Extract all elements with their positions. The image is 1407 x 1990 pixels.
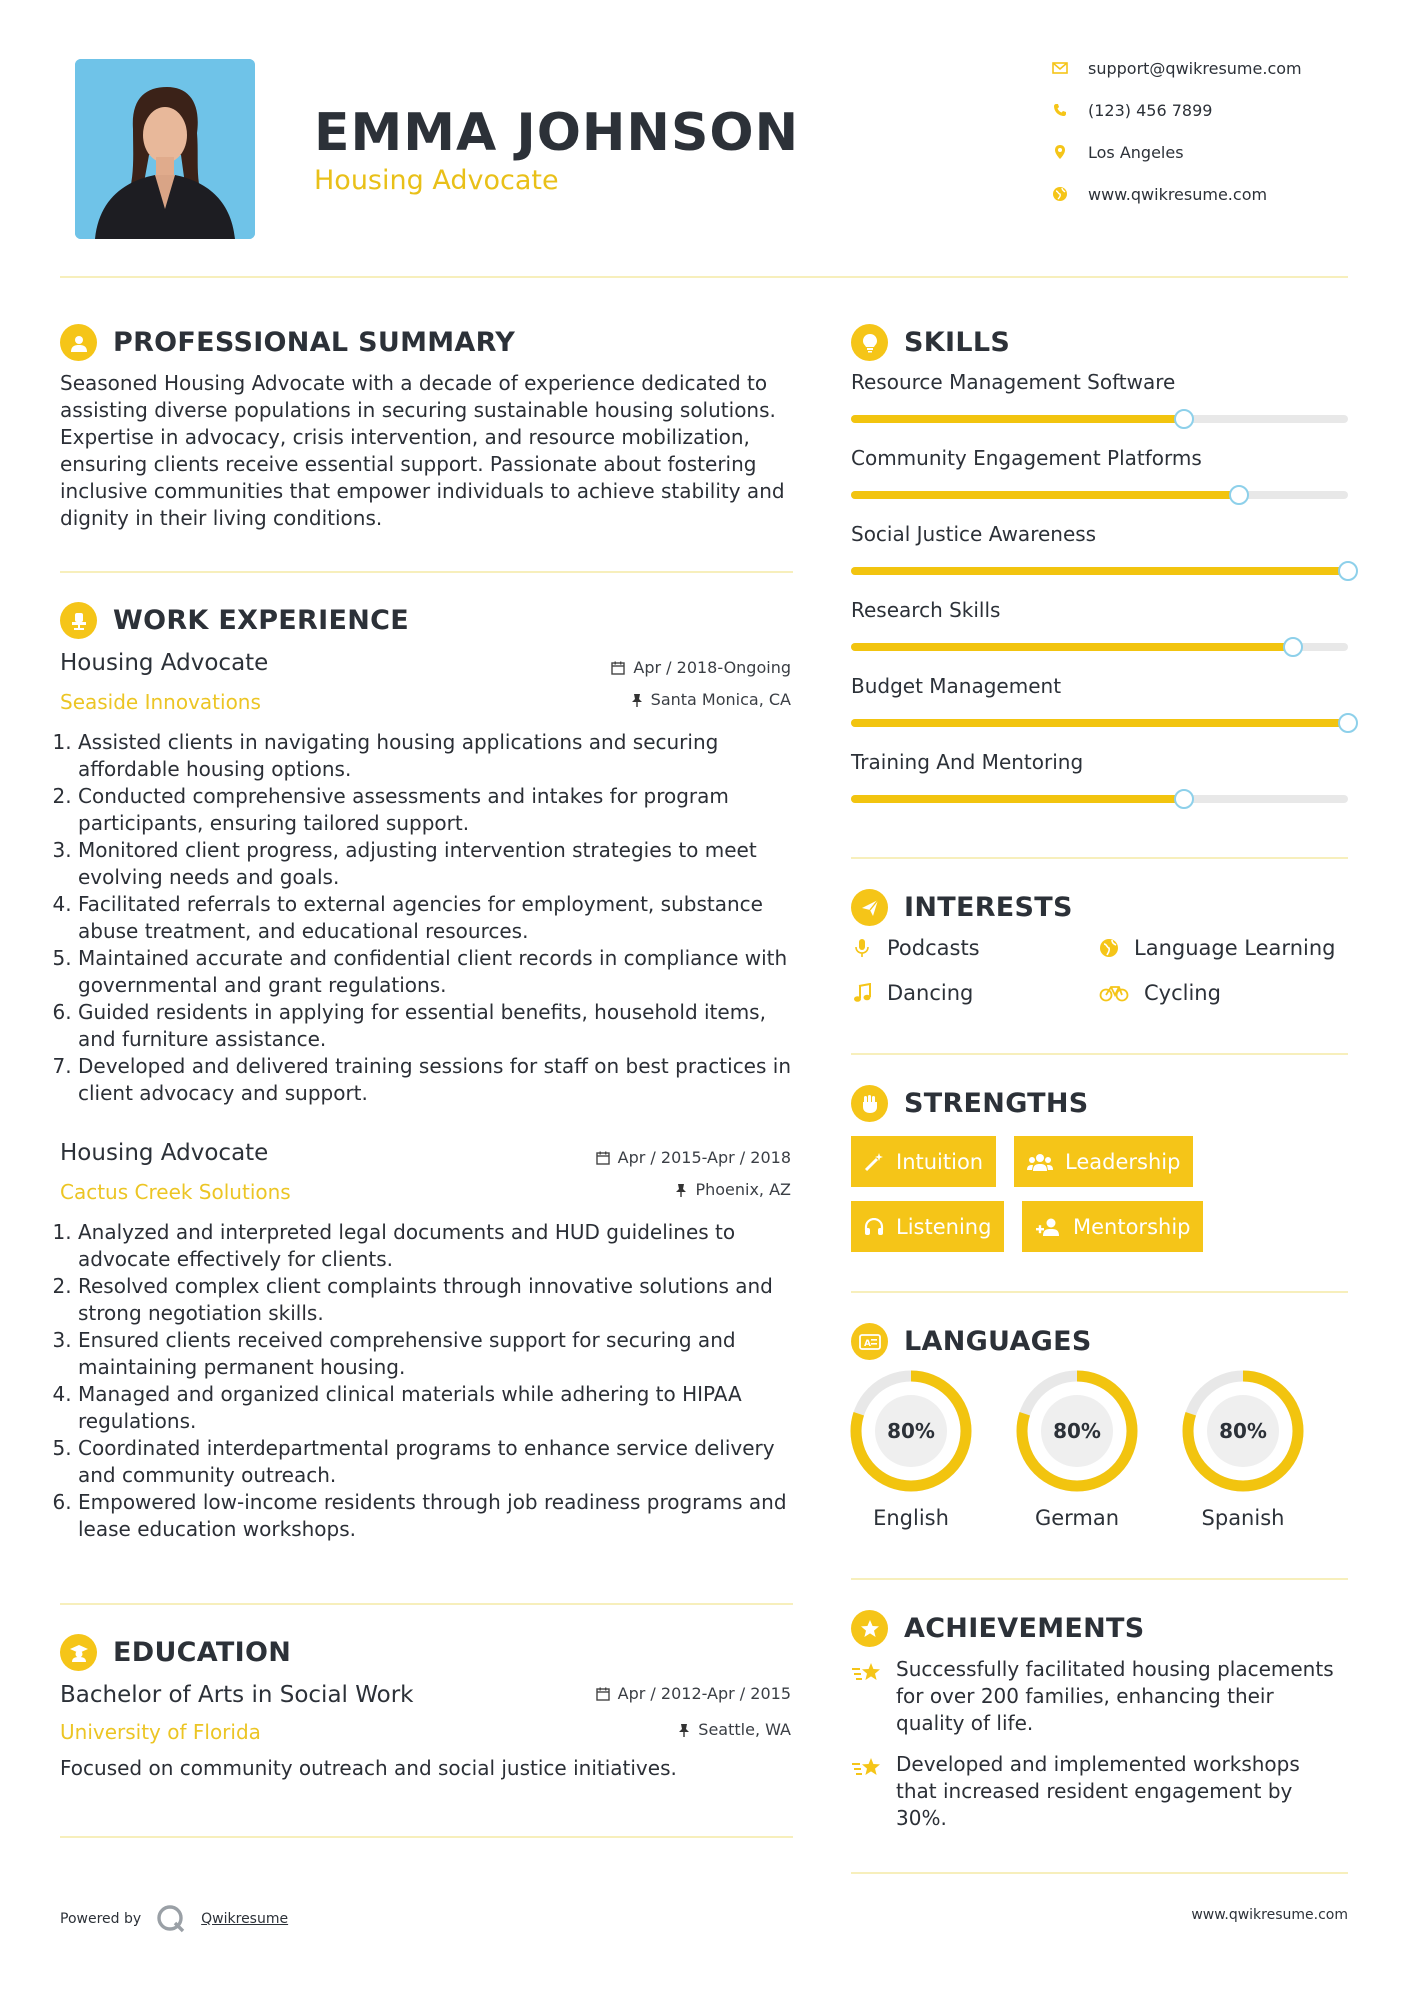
location-pin-icon [1050,142,1070,162]
job-2-company: Cactus Creek Solutions [60,1180,291,1204]
skill-label: Budget Management [851,674,1062,698]
list-item: 5. Maintained accurate and confidential client records in compliance with governmental and grant regulations. [78,945,793,999]
candidate-name: EMMA JOHNSON [314,103,800,163]
language-english-percent: 80% [887,1419,935,1443]
job-1-company: Seaside Innovations [60,690,261,714]
interest-language-learning [1098,936,1335,960]
strength-leadership [1014,1136,1193,1187]
skill-bar-fill [851,719,1348,727]
language-english-label: English [873,1506,949,1530]
language-german [1016,1370,1138,1530]
language-spanish-percent: 80% [1219,1419,1267,1443]
language-german-ring [1016,1370,1138,1492]
svg-text:A: A [863,1338,871,1349]
qwikresume-logo-icon [155,1903,187,1935]
education-location-text: Seattle, WA [698,1720,791,1739]
skills-divider [851,857,1348,859]
lightbulb-icon [851,324,888,361]
contact-phone-text: (123) 456 7899 [1088,100,1213,120]
interest-podcasts-label: Podcasts [887,936,980,960]
skill-label: Social Justice Awareness [851,522,1097,546]
skill-bar-fill [851,643,1293,651]
skill-bar-fill [851,415,1184,423]
interests-heading-text: INTERESTS [904,892,1073,923]
strength-leadership-label: Leadership [1065,1149,1181,1174]
shooting-star-icon [851,1661,883,1685]
skill-label: Training And Mentoring [851,750,1084,774]
skill-bar-knob [1174,409,1194,429]
list-item: 7. Developed and delivered training sessions for staff on best practices in client advocacy and support. [78,1053,793,1107]
strength-intuition-label: Intuition [896,1149,984,1174]
achievement-1-icon-wrap [851,1661,883,1689]
strength-listening-label: Listening [896,1214,992,1239]
language-german-percent: 80% [1053,1419,1101,1443]
interest-cycling [1098,981,1221,1005]
globe-icon [1098,938,1120,958]
language-english [850,1370,972,1530]
language-english-ring [850,1370,972,1492]
interest-language-learning-label: Language Learning [1134,936,1336,960]
education-location [678,1720,791,1739]
interest-cycling-label: Cycling [1144,981,1221,1005]
interest-podcasts [851,936,980,960]
bicycle-icon [1098,984,1130,1002]
briefcase-chair-icon [60,602,97,639]
summary-text: Seasoned Housing Advocate with a decade of experience dedicated to assisting diverse populations in securing sustainable housing solutions. Expertise in advocacy, crisis intervention, and resource mobilization, ensuring clients receive essential support. Passionate about fostering inclusive communities that empower individuals to achieve stability and dignity in their living conditions. [60,371,785,530]
candidate-title: Housing Advocate [314,165,559,196]
users-icon [1027,1152,1053,1172]
skill-bar-track [851,567,1348,575]
summary-heading [60,324,515,361]
job-1-bullets [58,729,793,1107]
microphone-icon [851,938,873,958]
list-item: 3. Ensured clients received comprehensive support for securing and maintaining permanent housing. [78,1327,793,1381]
education-dates [596,1684,791,1703]
list-item: 4. Managed and organized clinical materials while adhering to HIPAA regulations. [78,1381,793,1435]
job-1-location [631,690,791,709]
footer-brand-link[interactable]: Qwikresume [201,1911,289,1927]
summary-heading-text: PROFESSIONAL SUMMARY [113,327,516,358]
graduate-icon [60,1634,97,1671]
list-item: 3. Monitored client progress, adjusting intervention strategies to meet evolving needs and goals. [78,837,793,891]
list-item: 1. Analyzed and interpreted legal documents and HUD guidelines to advocate effectively for clients. [78,1219,793,1273]
skill-bar-knob [1338,561,1358,581]
skill-label: Resource Management Software [851,370,1176,394]
skill-bar-fill [851,491,1239,499]
interests-heading [851,889,1073,926]
skills-heading-text: SKILLS [904,327,1011,358]
list-item: 6. Guided residents in applying for essential benefits, household items, and furniture assistance. [78,999,793,1053]
job-1-title: Housing Advocate [60,650,269,676]
achievement-1-text: Successfully facilitated housing placements for over 200 families, enhancing their quality of life. [896,1657,1334,1735]
skill-bar-knob [1283,637,1303,657]
work-divider [60,1603,793,1605]
summary-divider [60,571,793,573]
footer-powered-by [60,1903,288,1935]
achievements-heading-text: ACHIEVEMENTS [904,1613,1145,1644]
list-item: 2. Conducted comprehensive assessments and intakes for program participants, ensuring tailored support. [78,783,793,837]
skills-heading [851,324,1010,361]
footer-powered-by-text: Powered by [60,1911,142,1927]
skill-bar-knob [1174,789,1194,809]
education-divider [60,1836,793,1838]
list-item: 1. Assisted clients in navigating housing applications and securing affordable housing options. [78,729,793,783]
skill-bar-track [851,643,1348,651]
pushpin-icon [675,1183,687,1197]
list-item: 5. Coordinated interdepartmental programs to enhance service delivery and community outreach. [78,1435,793,1489]
achievements-divider [851,1872,1348,1874]
job-1-dates-text: Apr / 2018-Ongoing [633,658,791,677]
language-spanish-label: Spanish [1201,1506,1285,1530]
user-plus-icon [1035,1217,1061,1237]
contact-email[interactable] [1050,58,1302,78]
magic-wand-icon [864,1152,884,1172]
strengths-heading [851,1085,1089,1122]
calendar-icon [596,1151,610,1165]
languages-divider [851,1578,1348,1580]
contact-website-text: www.qwikresume.com [1088,184,1268,204]
strengths-heading-text: STRENGTHS [904,1088,1089,1119]
music-note-icon [851,983,873,1003]
education-heading [60,1634,291,1671]
contact-location-text: Los Angeles [1088,142,1184,162]
job-1-dates [611,658,791,677]
education-heading-text: EDUCATION [113,1637,292,1668]
education-dates-text: Apr / 2012-Apr / 2015 [617,1684,791,1703]
pushpin-icon [678,1723,690,1737]
calendar-icon [611,661,625,675]
achievement-2-text: Developed and implemented workshops that increased resident engagement by 30%. [896,1752,1300,1830]
skill-label: Community Engagement Platforms [851,446,1202,470]
paper-plane-icon [851,889,888,926]
pushpin-icon [631,693,643,707]
strength-listening [851,1201,1004,1252]
language-spanish [1182,1370,1304,1530]
strengths-divider [851,1291,1348,1293]
contact-email-text: support@qwikresume.com [1088,58,1302,78]
languages-heading-text: LANGUAGES [904,1326,1092,1357]
job-2-location-text: Phoenix, AZ [695,1180,791,1199]
globe-icon [1050,184,1070,204]
achievements-heading [851,1610,1145,1647]
strength-intuition [851,1136,996,1187]
work-heading-text: WORK EXPERIENCE [113,605,409,636]
language-german-label: German [1034,1506,1120,1530]
skill-label: Research Skills [851,598,1001,622]
star-badge-icon [851,1610,888,1647]
envelope-icon [1050,58,1070,78]
achievement-2-icon-wrap [851,1756,883,1784]
skill-bar-fill [851,567,1348,575]
education-degree: Bachelor of Arts in Social Work [60,1682,414,1708]
contact-website[interactable] [1050,184,1267,204]
fist-icon [851,1085,888,1122]
job-2-bullets [58,1219,793,1543]
skill-bar-track [851,491,1348,499]
footer-website[interactable]: www.qwikresume.com [1191,1907,1348,1923]
calendar-icon [596,1687,610,1701]
shooting-star-icon [851,1756,883,1780]
interests-divider [851,1053,1348,1055]
user-icon [60,324,97,361]
interest-dancing [851,981,973,1005]
list-item: 4. Facilitated referrals to external agencies for employment, substance abuse treatment, and educational resources. [78,891,793,945]
job-2-dates [596,1148,791,1167]
skill-bar-knob [1338,713,1358,733]
skill-bar-knob [1229,485,1249,505]
interest-dancing-label: Dancing [887,981,974,1005]
work-heading [60,602,409,639]
language-spanish-ring [1182,1370,1304,1492]
language-card-icon [851,1323,888,1360]
contact-phone[interactable] [1050,100,1212,120]
education-description: Focused on community outreach and social justice initiatives. [60,1756,677,1780]
list-item: 2. Resolved complex client complaints through innovative solutions and strong negotiation skills. [78,1273,793,1327]
education-school: University of Florida [60,1720,261,1744]
skill-bar-track [851,719,1348,727]
contact-location [1050,142,1184,162]
profile-photo [75,59,255,239]
headphones-icon [864,1218,884,1236]
skill-bar-track [851,795,1348,803]
skill-bar-track [851,415,1348,423]
header-divider [60,276,1348,278]
job-2-title: Housing Advocate [60,1140,269,1166]
job-2-dates-text: Apr / 2015-Apr / 2018 [617,1148,791,1167]
languages-heading [851,1323,1092,1360]
strength-mentorship [1022,1201,1203,1252]
phone-icon [1050,100,1070,120]
job-1-location-text: Santa Monica, CA [650,690,791,709]
list-item: 6. Empowered low-income residents through job readiness programs and lease education workshops. [78,1489,793,1543]
skill-bar-fill [851,795,1184,803]
strength-mentorship-label: Mentorship [1073,1214,1191,1239]
job-2-location [675,1180,791,1199]
